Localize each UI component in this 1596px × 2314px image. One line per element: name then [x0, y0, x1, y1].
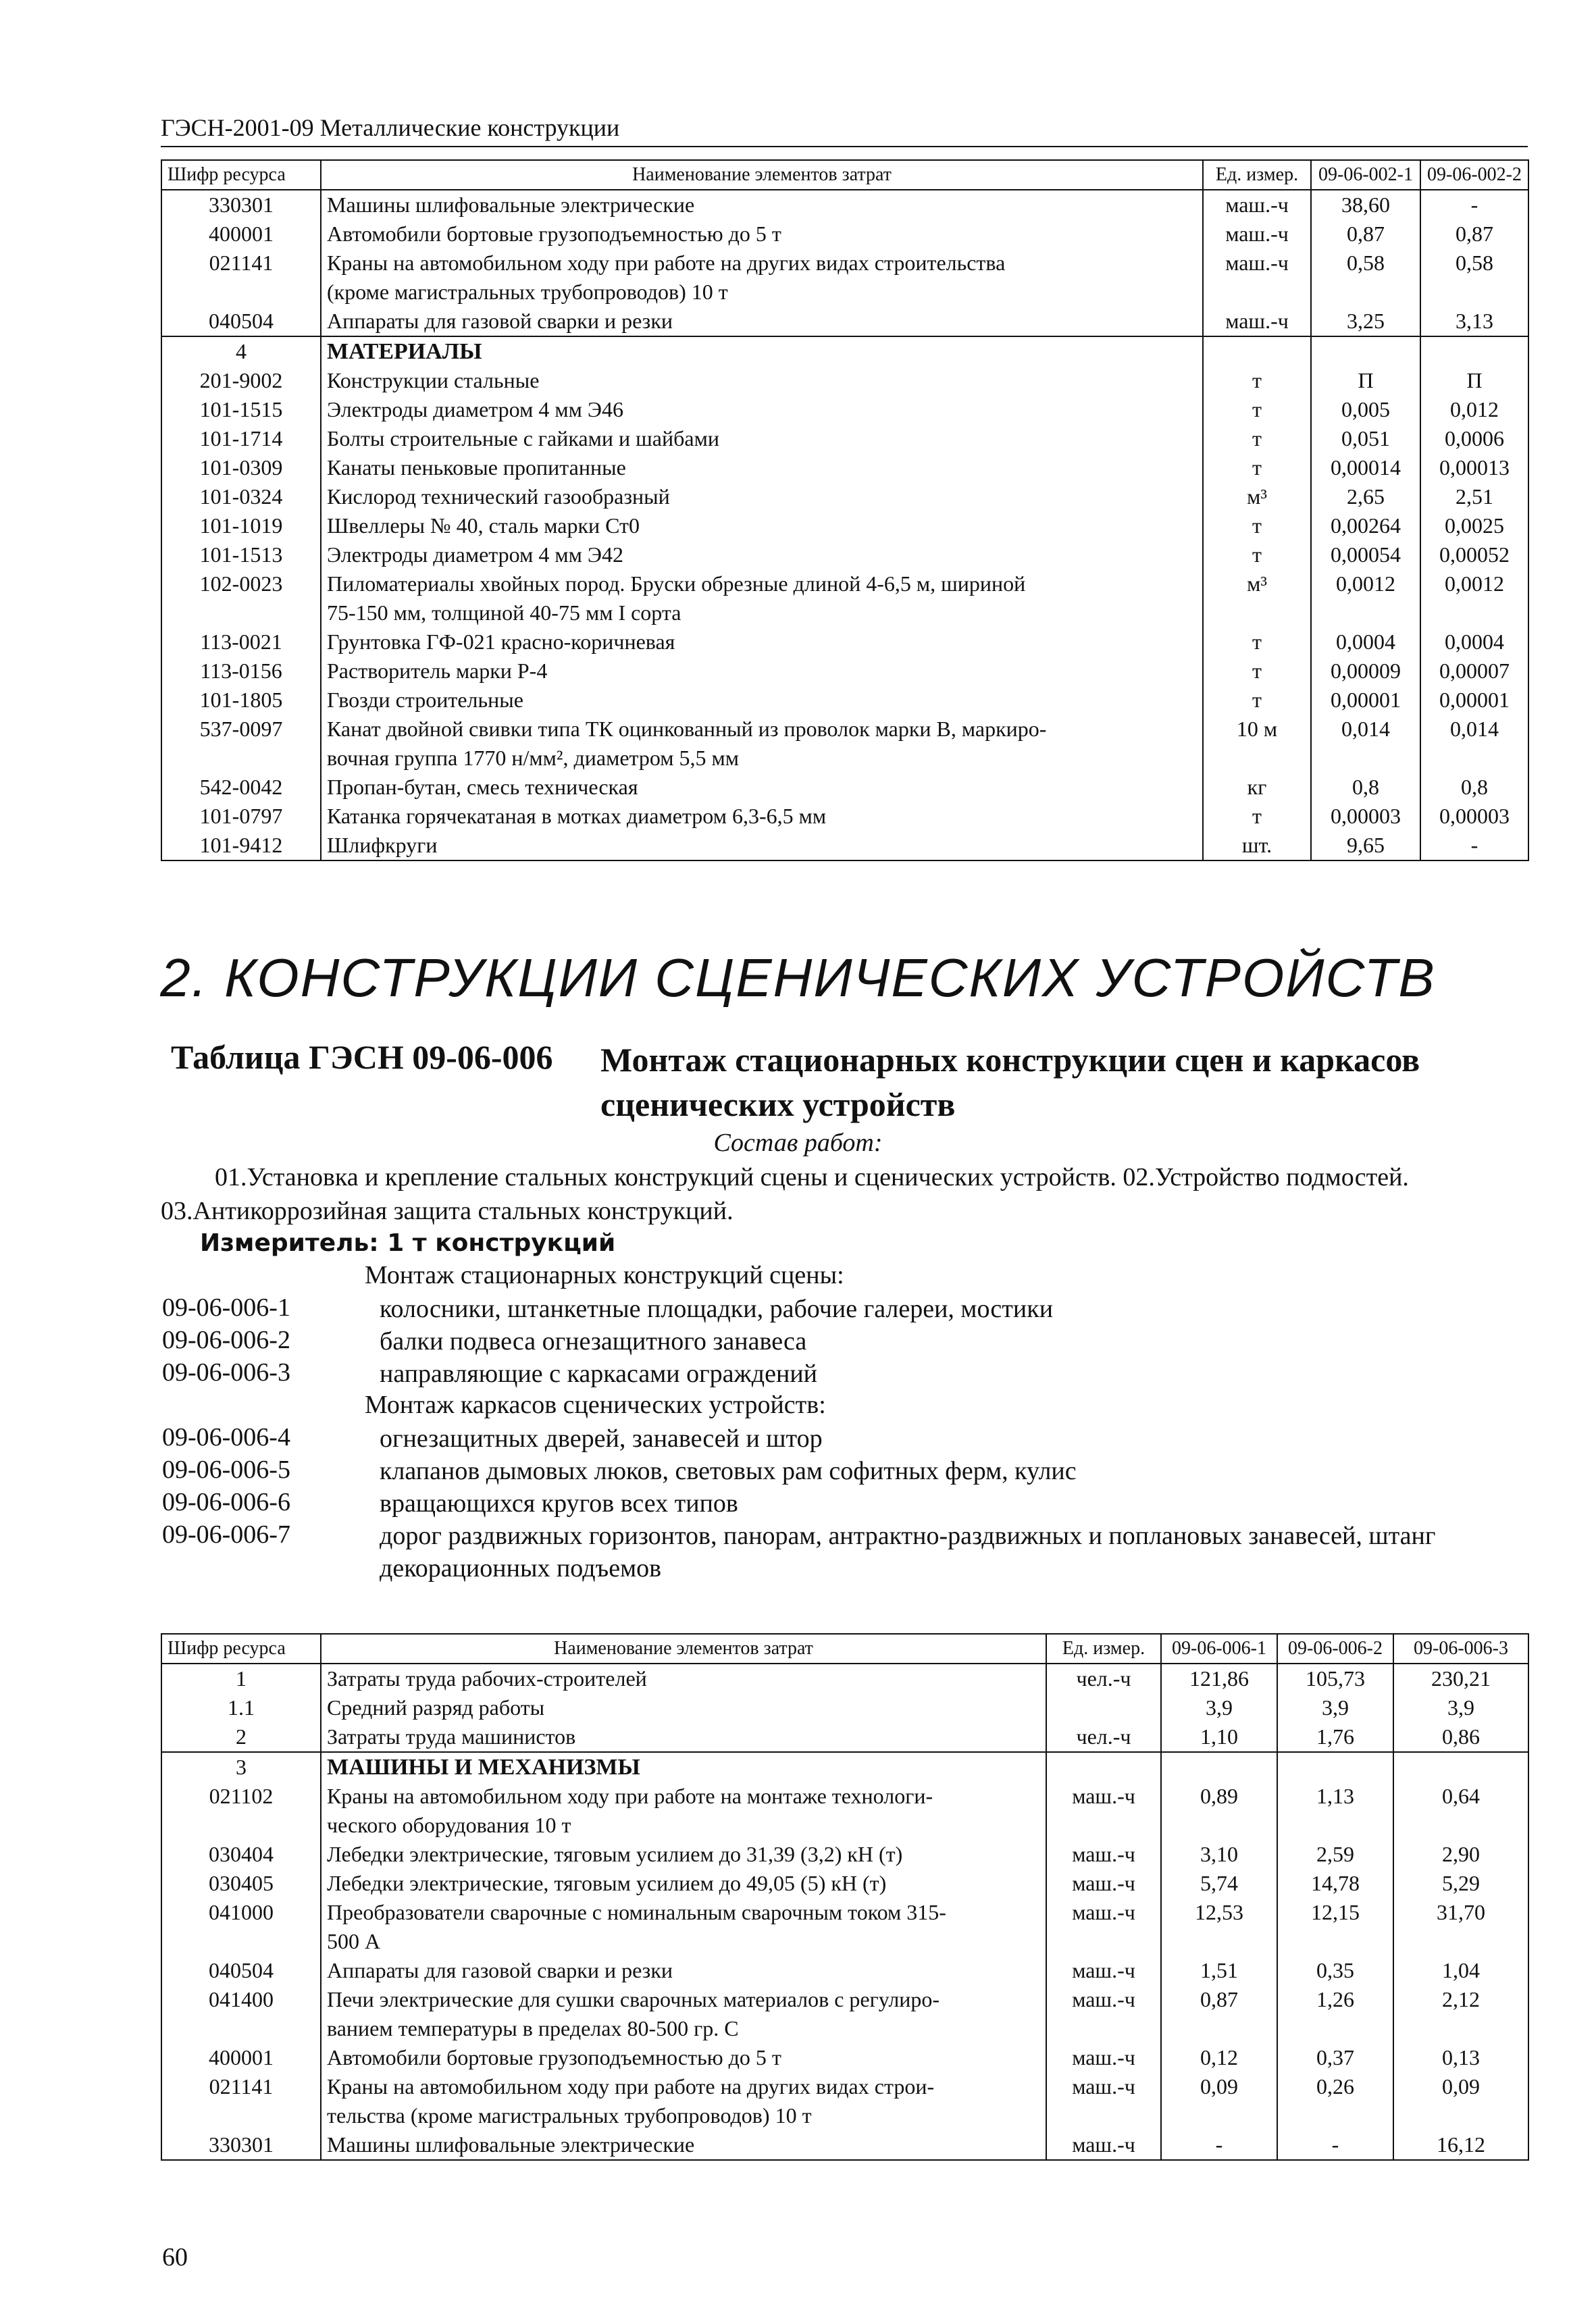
table-body [161, 1664, 1528, 2160]
unit: маш.-ч [1203, 220, 1311, 249]
value-2: 0,0004 [1420, 627, 1528, 657]
resource-code: 040504 [161, 307, 321, 336]
table-row [161, 540, 1528, 569]
unit: чел.-ч [1046, 1722, 1161, 1752]
cost-name [321, 424, 1203, 453]
value-2: П [1420, 366, 1528, 395]
cost-name-line: Краны на автомобильном ходу при работе на монтаже технологи- [327, 1784, 933, 1808]
table-header-row [161, 160, 1528, 190]
resource-table-2 [161, 1633, 1529, 2161]
value-1: - [1161, 2130, 1277, 2160]
table-row [161, 2043, 1528, 2072]
cost-name-line: Аппараты для газовой сварки и резки [327, 309, 673, 333]
table-row [161, 1840, 1528, 1869]
value-2: 0,35 [1277, 1956, 1393, 1985]
table-title: Монтаж стационарных конструкции сцен и каркасов сценических устройств [600, 1041, 1420, 1123]
column-header-value-2: 09-06-002-2 [1420, 160, 1528, 190]
cost-name-line: тельства (кроме магистральных трубопроводов) 10 т [327, 2103, 812, 2128]
unit: т [1203, 802, 1311, 831]
unit: т [1203, 511, 1311, 540]
resource-code: 102-0023 [161, 569, 321, 627]
value-1: 121,86 [1161, 1664, 1277, 1693]
unit: 10 м [1203, 715, 1311, 773]
table-header-row [161, 1634, 1528, 1664]
item-code: 09-06-006-2 [162, 1326, 290, 1354]
value-1: 0,00003 [1311, 802, 1420, 831]
value-1: 3,9 [1161, 1693, 1277, 1722]
cost-name-line: Шлифкруги [327, 833, 438, 857]
column-header-name: Наименование элементов затрат [321, 160, 1203, 190]
item-code: 09-06-006-3 [162, 1358, 290, 1387]
unit: маш.-ч [1046, 2072, 1161, 2130]
value-3: 230,21 [1393, 1664, 1528, 1693]
column-header-value-1: 09-06-002-1 [1311, 160, 1420, 190]
cost-name-line: Машины шлифовальные электрические [327, 2132, 695, 2157]
resource-code: 537-0097 [161, 715, 321, 773]
value-1: 5,74 [1161, 1869, 1277, 1898]
table-row [161, 366, 1528, 395]
cost-name [321, 1956, 1046, 1985]
column-header-code: Шифр ресурса [161, 1634, 321, 1664]
value-2: - [1277, 2130, 1393, 2160]
item-code: 09-06-006-6 [162, 1488, 290, 1516]
unit: т [1203, 453, 1311, 482]
resource-code: 113-0156 [161, 657, 321, 686]
value-1: 0,87 [1161, 1985, 1277, 2043]
resource-code: 400001 [161, 2043, 321, 2072]
resource-code: 330301 [161, 190, 321, 220]
value-3: 0,13 [1393, 2043, 1528, 2072]
resource-code: 1.1 [161, 1693, 321, 1722]
cost-name [321, 249, 1203, 307]
resource-code: 040504 [161, 1956, 321, 1985]
value-1: 0,00009 [1311, 657, 1420, 686]
cost-name-line: Средний разряд работы [327, 1695, 545, 1720]
cost-name-line: Автомобили бортовые грузоподъемностью до 5 т [327, 2045, 781, 2069]
resource-code: 330301 [161, 2130, 321, 2160]
cost-name [321, 336, 1203, 366]
group-heading: Монтаж стационарных конструкций сцены: [365, 1261, 844, 1289]
table-row [161, 1869, 1528, 1898]
value-3: 3,9 [1393, 1693, 1528, 1722]
cost-name-line: Преобразователи сварочные с номинальным сварочным током 315- [327, 1900, 946, 1924]
table-row [161, 1693, 1528, 1722]
unit: т [1203, 657, 1311, 686]
resource-code: 101-1805 [161, 686, 321, 715]
cost-name [321, 627, 1203, 657]
value-2: 0,58 [1420, 249, 1528, 307]
cost-name-line: Краны на автомобильном ходу при работе на других видах строи- [327, 2074, 935, 2099]
cost-name-line: Машины шлифовальные электрические [327, 192, 695, 217]
table-row [161, 395, 1528, 424]
table-row [161, 657, 1528, 686]
value-1: 1,51 [1161, 1956, 1277, 1985]
column-header-name: Наименование элементов затрат [321, 1634, 1046, 1664]
cost-name-line: МАШИНЫ И МЕХАНИЗМЫ [327, 1755, 640, 1780]
measure-unit: Измеритель: 1 т конструкций [200, 1229, 616, 1257]
cost-name [321, 511, 1203, 540]
table-row [161, 1782, 1528, 1840]
value-2: 0,014 [1420, 715, 1528, 773]
column-header-code: Шифр ресурса [161, 160, 321, 190]
table-row [161, 831, 1528, 860]
unit: маш.-ч [1046, 1985, 1161, 2043]
resource-code: 542-0042 [161, 773, 321, 802]
unit: маш.-ч [1046, 1956, 1161, 1985]
cost-name [321, 1752, 1046, 1782]
value-2: - [1420, 831, 1528, 860]
unit: т [1203, 424, 1311, 453]
table-row [161, 249, 1528, 307]
cost-name [321, 1869, 1046, 1898]
value-1 [1161, 1752, 1277, 1782]
resource-code: 400001 [161, 220, 321, 249]
cost-name-line: Пиломатериалы хвойных пород. Бруски обрезные длиной 4-6,5 м, шириной [327, 571, 1026, 596]
section-row [161, 1752, 1528, 1782]
cost-name-line: Конструкции стальные [327, 368, 540, 392]
cost-name [321, 1782, 1046, 1840]
cost-name-line: ванием температуры в пределах 80-500 гр. С [327, 2016, 739, 2040]
cost-name [321, 831, 1203, 860]
works-label: Состав работ: [713, 1129, 883, 1157]
table-row [161, 453, 1528, 482]
item-text: колосники, штанкетные площадки, рабочие галереи, мостики [380, 1295, 1054, 1323]
table-row [161, 190, 1528, 220]
value-2: 0,00052 [1420, 540, 1528, 569]
value-2: 3,13 [1420, 307, 1528, 336]
resource-code: 2 [161, 1722, 321, 1752]
value-1: П [1311, 366, 1420, 395]
unit: маш.-ч [1203, 307, 1311, 336]
table-row [161, 307, 1528, 336]
cost-name-line: МАТЕРИАЛЫ [327, 339, 482, 364]
value-1: 0,014 [1311, 715, 1420, 773]
value-2: 14,78 [1277, 1869, 1393, 1898]
resource-code: 021141 [161, 249, 321, 307]
table-row [161, 802, 1528, 831]
resource-code: 101-0324 [161, 482, 321, 511]
value-1: 12,53 [1161, 1898, 1277, 1956]
item-text: дорог раздвижных горизонтов, панорам, антрактно-раздвижных и поплановых занавесей, штанг декорационных подъемов [380, 1522, 1436, 1583]
works-description: 01.Установка и крепление стальных конструкций сцены и сценических устройств. 02.Устройство подмостей. 03.Антикоррозийная защита стальных конструкций. [161, 1163, 1409, 1225]
resource-code: 101-1515 [161, 395, 321, 424]
unit: маш.-ч [1046, 1782, 1161, 1840]
table-row [161, 2072, 1528, 2130]
resource-code: 101-1019 [161, 511, 321, 540]
item-text: огнезащитных дверей, занавесей и штор [380, 1424, 823, 1453]
value-2: 0,0012 [1420, 569, 1528, 627]
resource-table-1 [161, 159, 1529, 861]
value-2: 0,0006 [1420, 424, 1528, 453]
cost-name-line: Электроды диаметром 4 мм Э46 [327, 397, 623, 421]
resource-code: 201-9002 [161, 366, 321, 395]
unit: маш.-ч [1046, 1869, 1161, 1898]
value-3: 31,70 [1393, 1898, 1528, 1956]
table-row [161, 1664, 1528, 1693]
unit: м³ [1203, 482, 1311, 511]
value-3: 1,04 [1393, 1956, 1528, 1985]
unit [1046, 1752, 1161, 1782]
cost-name-line: Канат двойной свивки типа ТК оцинкованный из проволок марки В, маркиро- [327, 717, 1047, 741]
value-2: 1,76 [1277, 1722, 1393, 1752]
item-text: направляющие с каркасами ограждений [380, 1360, 818, 1388]
value-2 [1420, 336, 1528, 366]
cost-name [321, 366, 1203, 395]
cost-name-line: Печи электрические для сушки сварочных материалов с регулиро- [327, 1987, 940, 2011]
column-header-unit: Ед. измер. [1046, 1634, 1161, 1664]
unit: т [1203, 686, 1311, 715]
resource-code: 101-0797 [161, 802, 321, 831]
value-2: 2,59 [1277, 1840, 1393, 1869]
resource-code: 041000 [161, 1898, 321, 1956]
cost-name [321, 1693, 1046, 1722]
resource-code: 101-1513 [161, 540, 321, 569]
value-1: 0,00264 [1311, 511, 1420, 540]
resource-code: 021141 [161, 2072, 321, 2130]
resource-code: 1 [161, 1664, 321, 1693]
table-row [161, 569, 1528, 627]
value-2: 3,9 [1277, 1693, 1393, 1722]
resource-code: 101-9412 [161, 831, 321, 860]
cost-name [321, 540, 1203, 569]
cost-name [321, 715, 1203, 773]
resource-code: 030404 [161, 1840, 321, 1869]
value-1: 0,12 [1161, 2043, 1277, 2072]
value-1: 0,00001 [1311, 686, 1420, 715]
value-1: 1,10 [1161, 1722, 1277, 1752]
table-row [161, 715, 1528, 773]
cost-name [321, 1840, 1046, 1869]
item-code: 09-06-006-7 [162, 1520, 290, 1549]
table-row [161, 1956, 1528, 1985]
value-3: 2,12 [1393, 1985, 1528, 2043]
cost-name [321, 2130, 1046, 2160]
table-label: Таблица ГЭСН 09-06-006 [171, 1038, 553, 1076]
cost-name [321, 1898, 1046, 1956]
cost-name-line: Болты строительные с гайками и шайбами [327, 426, 719, 451]
unit: шт. [1203, 831, 1311, 860]
item-text: клапанов дымовых люков, световых рам софитных ферм, кулис [380, 1457, 1077, 1485]
cost-name-line: ческого оборудования 10 т [327, 1813, 571, 1837]
resource-code: 101-0309 [161, 453, 321, 482]
value-3: 0,09 [1393, 2072, 1528, 2130]
cost-name [321, 1664, 1046, 1693]
cost-name [321, 1722, 1046, 1752]
cost-name-line: Растворитель марки Р-4 [327, 659, 548, 683]
value-2: 2,51 [1420, 482, 1528, 511]
cost-name-line: Швеллеры № 40, сталь марки Ст0 [327, 513, 640, 538]
item-code: 09-06-006-1 [162, 1293, 290, 1322]
value-1: 3,25 [1311, 307, 1420, 336]
value-2: 0,00001 [1420, 686, 1528, 715]
value-2: 1,26 [1277, 1985, 1393, 2043]
resource-code: 3 [161, 1752, 321, 1782]
resource-code: 113-0021 [161, 627, 321, 657]
column-header-value-1: 09-06-006-1 [1161, 1634, 1277, 1664]
cost-name [321, 802, 1203, 831]
unit: т [1203, 395, 1311, 424]
resource-code: 041400 [161, 1985, 321, 2043]
item-code: 09-06-006-5 [162, 1456, 290, 1484]
value-1: 3,10 [1161, 1840, 1277, 1869]
unit: маш.-ч [1046, 2043, 1161, 2072]
value-3: 0,86 [1393, 1722, 1528, 1752]
unit: маш.-ч [1203, 249, 1311, 307]
table-row [161, 773, 1528, 802]
resource-code: 030405 [161, 1869, 321, 1898]
table-row [161, 424, 1528, 453]
cost-name-line: Электроды диаметром 4 мм Э42 [327, 542, 623, 567]
value-1: 0,005 [1311, 395, 1420, 424]
item-text: балки подвеса огнезащитного занавеса [380, 1327, 807, 1356]
value-2: - [1420, 190, 1528, 220]
cost-name [321, 1985, 1046, 2043]
value-1: 9,65 [1311, 831, 1420, 860]
table-row [161, 1985, 1528, 2043]
resource-code: 101-1714 [161, 424, 321, 453]
value-1: 2,65 [1311, 482, 1420, 511]
value-1: 0,0004 [1311, 627, 1420, 657]
cost-name [321, 453, 1203, 482]
cost-name-line: Аппараты для газовой сварки и резки [327, 1958, 673, 1982]
cost-name [321, 190, 1203, 220]
cost-name [321, 657, 1203, 686]
value-2: 1,13 [1277, 1782, 1393, 1840]
value-2 [1277, 1752, 1393, 1782]
resource-code: 4 [161, 336, 321, 366]
table-row [161, 686, 1528, 715]
group-heading: Монтаж каркасов сценических устройств: [365, 1391, 826, 1419]
table-row [161, 1722, 1528, 1752]
value-3: 5,29 [1393, 1869, 1528, 1898]
page-header [161, 108, 1528, 147]
unit: м³ [1203, 569, 1311, 627]
cost-name-line: 500 А [327, 1929, 381, 1953]
value-2: 0,8 [1420, 773, 1528, 802]
table-body [161, 190, 1528, 860]
unit: т [1203, 540, 1311, 569]
cost-name-line: Гвозди строительные [327, 688, 523, 712]
cost-name-line: Затраты труда машинистов [327, 1724, 576, 1749]
cost-name-line: Канаты пеньковые пропитанные [327, 455, 626, 480]
unit: кг [1203, 773, 1311, 802]
value-2: 12,15 [1277, 1898, 1393, 1956]
value-2: 0,00007 [1420, 657, 1528, 686]
table-row [161, 511, 1528, 540]
value-1: 0,09 [1161, 2072, 1277, 2130]
unit [1046, 1693, 1161, 1722]
cost-name-line: вочная группа 1770 н/мм², диаметром 5,5 мм [327, 746, 740, 770]
cost-name-line: Краны на автомобильном ходу при работе на других видах строительства [327, 251, 1006, 275]
unit: т [1203, 366, 1311, 395]
value-1: 0,0012 [1311, 569, 1420, 627]
cost-name-line: Грунтовка ГФ-021 красно-коричневая [327, 629, 675, 654]
unit: маш.-ч [1046, 2130, 1161, 2160]
value-3: 16,12 [1393, 2130, 1528, 2160]
value-2: 0,00003 [1420, 802, 1528, 831]
value-2: 0,012 [1420, 395, 1528, 424]
table-row [161, 482, 1528, 511]
cost-name [321, 307, 1203, 336]
value-1: 0,89 [1161, 1782, 1277, 1840]
cost-name [321, 569, 1203, 627]
item-text: вращающихся кругов всех типов [380, 1489, 738, 1518]
value-3 [1393, 1752, 1528, 1782]
document-title: ГЭСН-2001-09 Металлические конструкции [161, 114, 620, 141]
section-title: 2. КОНСТРУКЦИИ СЦЕНИЧЕСКИХ УСТРОЙСТВ [160, 948, 1436, 1008]
page-number: 60 [162, 2243, 188, 2271]
table-row [161, 1898, 1528, 1956]
value-1 [1311, 336, 1420, 366]
unit: маш.-ч [1203, 190, 1311, 220]
value-1: 0,58 [1311, 249, 1420, 307]
value-2: 0,87 [1420, 220, 1528, 249]
value-1: 0,00054 [1311, 540, 1420, 569]
cost-name [321, 220, 1203, 249]
cost-name-line: Катанка горячекатаная в мотках диаметром 6,3-6,5 мм [327, 804, 827, 828]
cost-name-line: 75-150 мм, толщиной 40-75 мм I сорта [327, 600, 681, 625]
unit: маш.-ч [1046, 1840, 1161, 1869]
value-2: 0,37 [1277, 2043, 1393, 2072]
value-1: 0,051 [1311, 424, 1420, 453]
value-3: 2,90 [1393, 1840, 1528, 1869]
section-row [161, 336, 1528, 366]
unit: чел.-ч [1046, 1664, 1161, 1693]
item-code: 09-06-006-4 [162, 1423, 290, 1451]
cost-name-line: Кислород технический газообразный [327, 484, 670, 509]
column-header-value-2: 09-06-006-2 [1277, 1634, 1393, 1664]
value-3: 0,64 [1393, 1782, 1528, 1840]
cost-name-line: Затраты труда рабочих-строителей [327, 1666, 647, 1691]
column-header-value-3: 09-06-006-3 [1393, 1634, 1528, 1664]
table-row [161, 2130, 1528, 2160]
resource-code: 021102 [161, 1782, 321, 1840]
cost-name [321, 2072, 1046, 2130]
value-2: 0,26 [1277, 2072, 1393, 2130]
value-2: 0,00013 [1420, 453, 1528, 482]
cost-name [321, 686, 1203, 715]
value-1: 38,60 [1311, 190, 1420, 220]
table-row [161, 627, 1528, 657]
column-header-unit: Ед. измер. [1203, 160, 1311, 190]
cost-name-line: Лебедки электрические, тяговым усилием до 31,39 (3,2) кН (т) [327, 1842, 903, 1866]
unit: маш.-ч [1046, 1898, 1161, 1956]
cost-name-line: (кроме магистральных трубопроводов) 10 т [327, 280, 728, 304]
value-2: 105,73 [1277, 1664, 1393, 1693]
cost-name-line: Пропан-бутан, смесь техническая [327, 775, 638, 799]
value-1: 0,8 [1311, 773, 1420, 802]
unit [1203, 336, 1311, 366]
cost-name [321, 2043, 1046, 2072]
cost-name [321, 773, 1203, 802]
value-1: 0,00014 [1311, 453, 1420, 482]
cost-name [321, 395, 1203, 424]
cost-name [321, 482, 1203, 511]
value-2: 0,0025 [1420, 511, 1528, 540]
unit: т [1203, 627, 1311, 657]
value-1: 0,87 [1311, 220, 1420, 249]
table-row [161, 220, 1528, 249]
cost-name-line: Автомобили бортовые грузоподъемностью до 5 т [327, 222, 781, 246]
cost-name-line: Лебедки электрические, тяговым усилием до 49,05 (5) кН (т) [327, 1871, 887, 1895]
